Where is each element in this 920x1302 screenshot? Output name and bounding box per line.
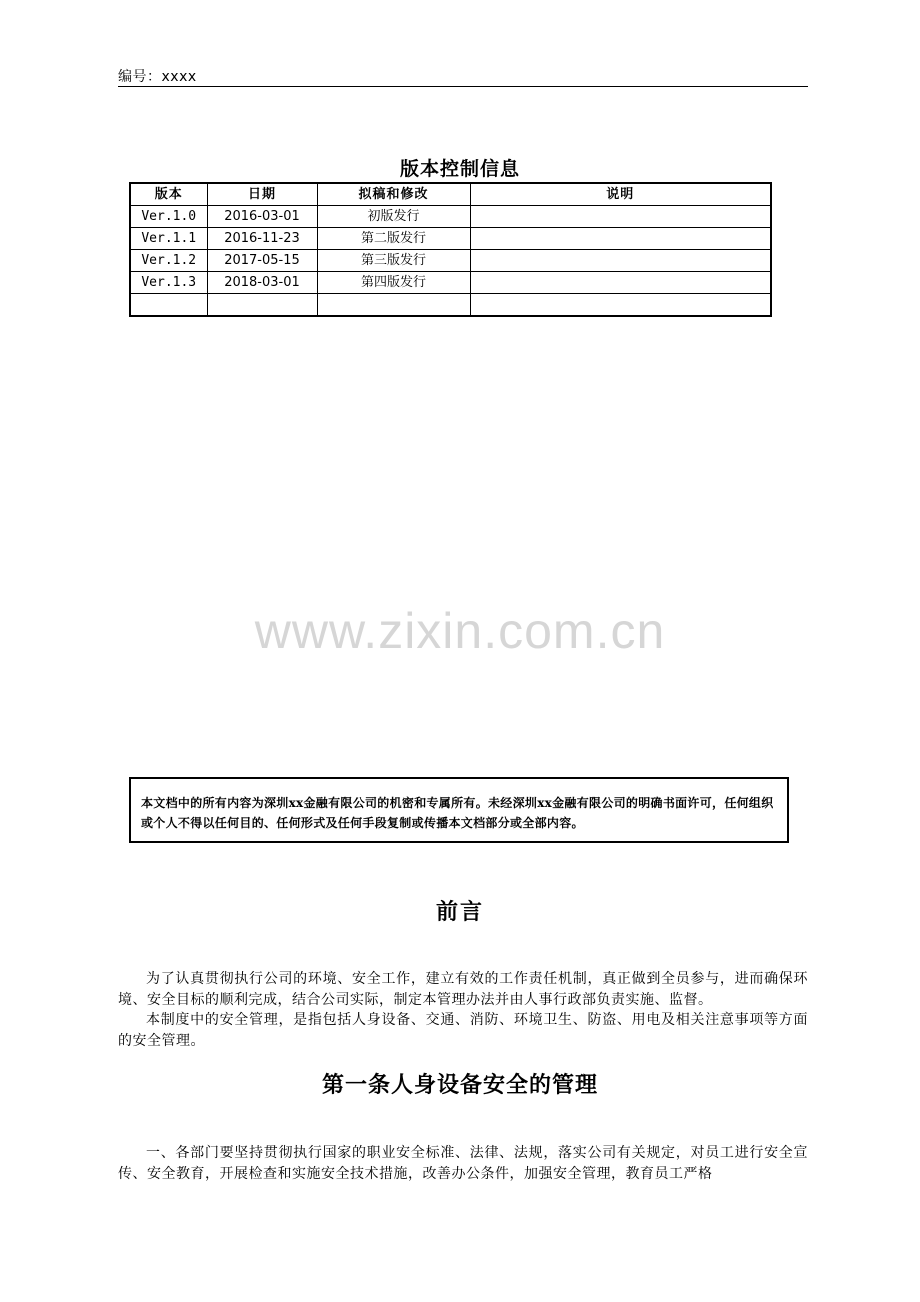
version-cell [130,294,207,317]
date-cell: 2016-11-23 [207,228,317,250]
version-cell: Ver.1.0 [130,206,207,228]
date-cell: 2016-03-01 [207,206,317,228]
watermark: www.zixin.com.cn [254,603,666,659]
table-row [130,206,771,228]
author-cell: 第二版发行 [317,228,470,250]
author-cell: 第三版发行 [317,250,470,272]
table-header-row [130,183,771,206]
version-cell: Ver.1.3 [130,272,207,294]
version-table-title: 版本控制信息 [399,158,520,180]
table-row [130,250,771,272]
note-cell [470,206,771,228]
header-divider [118,86,808,87]
author-cell: 第四版发行 [317,272,470,294]
column-header-author: 拟稿和修改 [317,183,470,206]
author-cell [317,294,470,317]
table-row [130,228,771,250]
preface-paragraph-2: 本制度中的安全管理，是指包括人身设备、交通、消防、环境卫生、防盗、用电及相关注意事项等方面的安全管理。 [118,1012,808,1049]
author-cell: 初版发行 [317,206,470,228]
note-cell [470,228,771,250]
date-cell: 2017-05-15 [207,250,317,272]
date-cell [207,294,317,317]
preface-paragraph-1: 为了认真贯彻执行公司的环境、安全工作，建立有效的工作责任机制，真正做到全员参与，进而确保环境、安全目标的顺利完成，结合公司实际，制定本管理办法并由人事行政部负责实施、监督。 [118,971,808,1008]
confidentiality-notice: 本文档中的所有内容为深圳xx金融有限公司的机密和专属所有。未经深圳xx金融有限公司的明确书面许可，任何组织或个人不得以任何目的、任何形式及任何手段复制或传播本文档部分或全部内容。 [129,777,789,843]
note-cell [470,294,771,317]
version-cell: Ver.1.1 [130,228,207,250]
column-header-note: 说明 [470,183,771,206]
column-header-date: 日期 [207,183,317,206]
section-1-paragraph: 一、各部门要坚持贯彻执行国家的职业安全标准、法律、法规，落实公司有关规定，对员工进行安全宣传、安全教育，开展检查和实施安全技术措施，改善办公条件，加强安全管理，教育员工严格 [118,1145,808,1182]
document-number: 编号：xxxx [118,69,197,85]
table-row [130,272,771,294]
column-header-version: 版本 [130,183,207,206]
section-1-title: 第一条人身设备安全的管理 [321,1072,598,1098]
date-cell: 2018-03-01 [207,272,317,294]
table-row-empty [130,294,771,317]
version-cell: Ver.1.2 [130,250,207,272]
preface-title: 前言 [435,899,484,925]
note-cell [470,250,771,272]
note-cell [470,272,771,294]
version-control-table [129,182,772,317]
